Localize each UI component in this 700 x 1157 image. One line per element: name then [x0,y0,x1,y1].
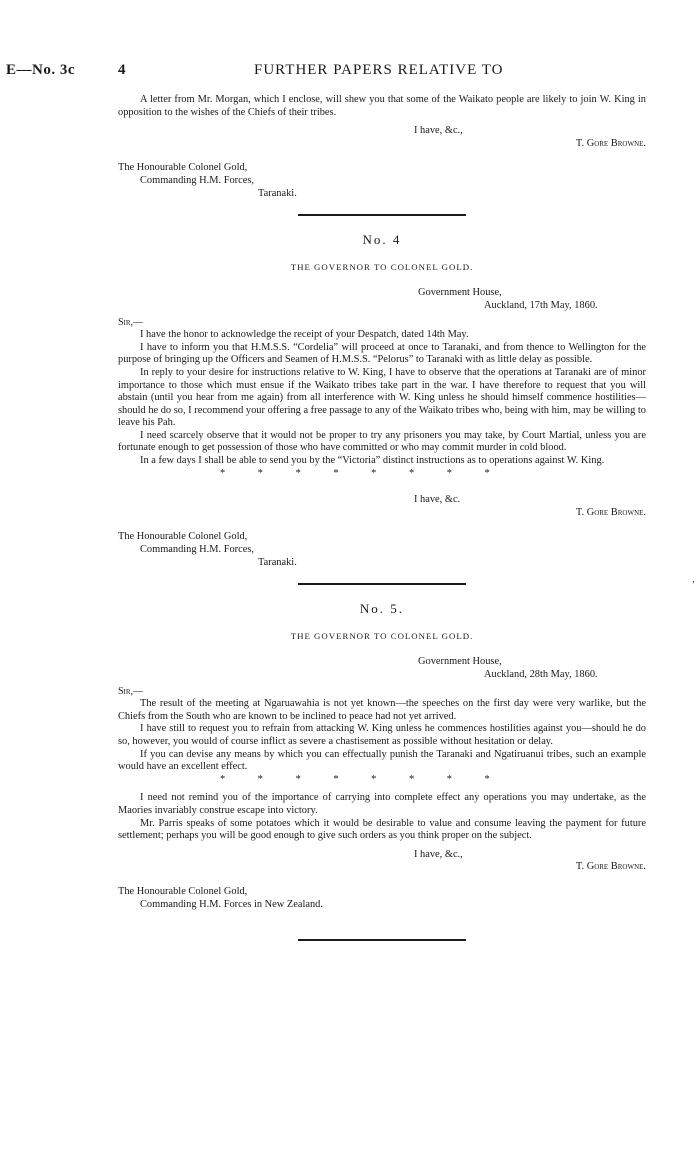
address-line: The Honourable Colonel Gold, [118,531,248,543]
page-number: 4 [118,62,126,78]
salutation: Sir,— [118,316,144,328]
margin-mark: ‚ [692,574,695,584]
doc4-closing: I have, &c. [414,494,461,506]
address-line: The Honourable Colonel Gold, [118,885,248,897]
ellipsis-stars: * * * * * * * * [220,467,492,479]
doc5-paragraph: I have still to request you to refrain from attacking W. King unless he commences hostilities against you—should he do so, however, you would of course inflict as severe a chastisement as possible without hesitation or delay. [118,723,646,747]
doc5-paragraph: I need not remind you of the importance of carrying into complete effect any operations you may undertake, as the Maories invariably construe escape into victory. [118,792,646,816]
letter1-paragraph: A letter from Mr. Morgan, which I enclose, will shew you that some of the Waikato people are likely to join W. King in opposition to the wishes of the Chiefs of their tribes. [118,94,646,118]
doc5-address [118,886,646,911]
letter1-address [118,162,646,200]
salutation: Sir,— [118,685,144,697]
address-line: Commanding H.M. Forces, [140,174,255,186]
section-divider [298,939,466,941]
doc4-paragraph: In a few days I shall be able to send you by the “Victoria” distinct instructions as to operations against W. King. [140,455,605,467]
document-subtitle: THE GOVERNOR TO COLONEL GOLD. [290,261,474,272]
letter1-signature: T. Gore Browne. [575,137,646,149]
doc4-signature: T. Gore Browne. [575,506,646,518]
doc5-paragraph: Mr. Parris speaks of some potatoes which it would be desirable to value and consume leaving the payment for future settlement; perhaps you will be good enough to give such orders as you think proper on the subject. [118,817,646,842]
address-line: Commanding H.M. Forces, [140,544,255,556]
ellipsis-stars: * * * * * * * * [220,773,492,785]
running-title: FURTHER PAPERS RELATIVE TO [254,62,504,78]
doc4-paragraph: I have the honor to acknowledge the receipt of your Despatch, dated 14th May. [140,329,469,341]
page-content [118,94,646,941]
document-number: No. 5. [359,601,405,617]
doc5-closing: I have, &c., [414,848,463,860]
document-reference: E—No. 3c [6,62,75,78]
address-line: Taranaki. [258,556,297,568]
document-subtitle: THE GOVERNOR TO COLONEL GOLD. [290,630,474,641]
doc4-address [118,531,646,569]
doc5-paragraph: The result of the meeting at Ngaruawahia is not yet known—the speeches on the first day were very warlike, but the Chiefs from the South who are known to be inclined to peace had not yet arrived. [118,698,646,722]
doc4-paragraph: In reply to your desire for instructions relative to W. King, I have to observe that the operations at Taranaki are of minor importance to those which must ensue if the Waikato tribes take part in the war. I have therefore to request that you will abstain (until you hear from me again) from all interference with W. King unless he should himself commence hostilities—should he do so, I recommend your offering a free passage to any of the Waikato tribes who, being with him, may be willing to leave his Pah. [118,366,646,429]
document-number: No. 4 [362,232,402,248]
address-line: Taranaki. [258,187,297,199]
doc4-paragraph: I have to inform you that H.M.S.S. “Cordelia” will proceed at once to Taranaki, and from thence to Wellington for the purpose of bringing up the Officers and Seamen of H.M.S.S. “Pelorus” to Taranaki with as little delay as possible. [118,341,646,366]
doc5-paragraph: If you can devise any means by which you can effectually punish the Taranaki and Ngatiruanui tribes, such an example would have an excellent effect. [118,748,646,773]
page-header [6,62,696,82]
section-divider [298,214,466,216]
address-line: Commanding H.M. Forces in New Zealand. [140,898,323,910]
dateline: Government House, Auckland, 28th May, 1860. [418,656,598,680]
dateline: Government House, Auckland, 17th May, 1860. [418,287,598,311]
address-line: The Honourable Colonel Gold, [118,162,248,174]
section-divider [298,583,466,585]
letter1-closing: I have, &c., [414,125,463,137]
doc4-paragraph: I need scarcely observe that it would not be proper to try any prisoners you may take, by Court Martial, unless you are fortunate enough to get possession of those who have committed or who may commit murder in cold blood. [118,429,646,454]
doc5-signature: T. Gore Browne. [575,861,646,873]
